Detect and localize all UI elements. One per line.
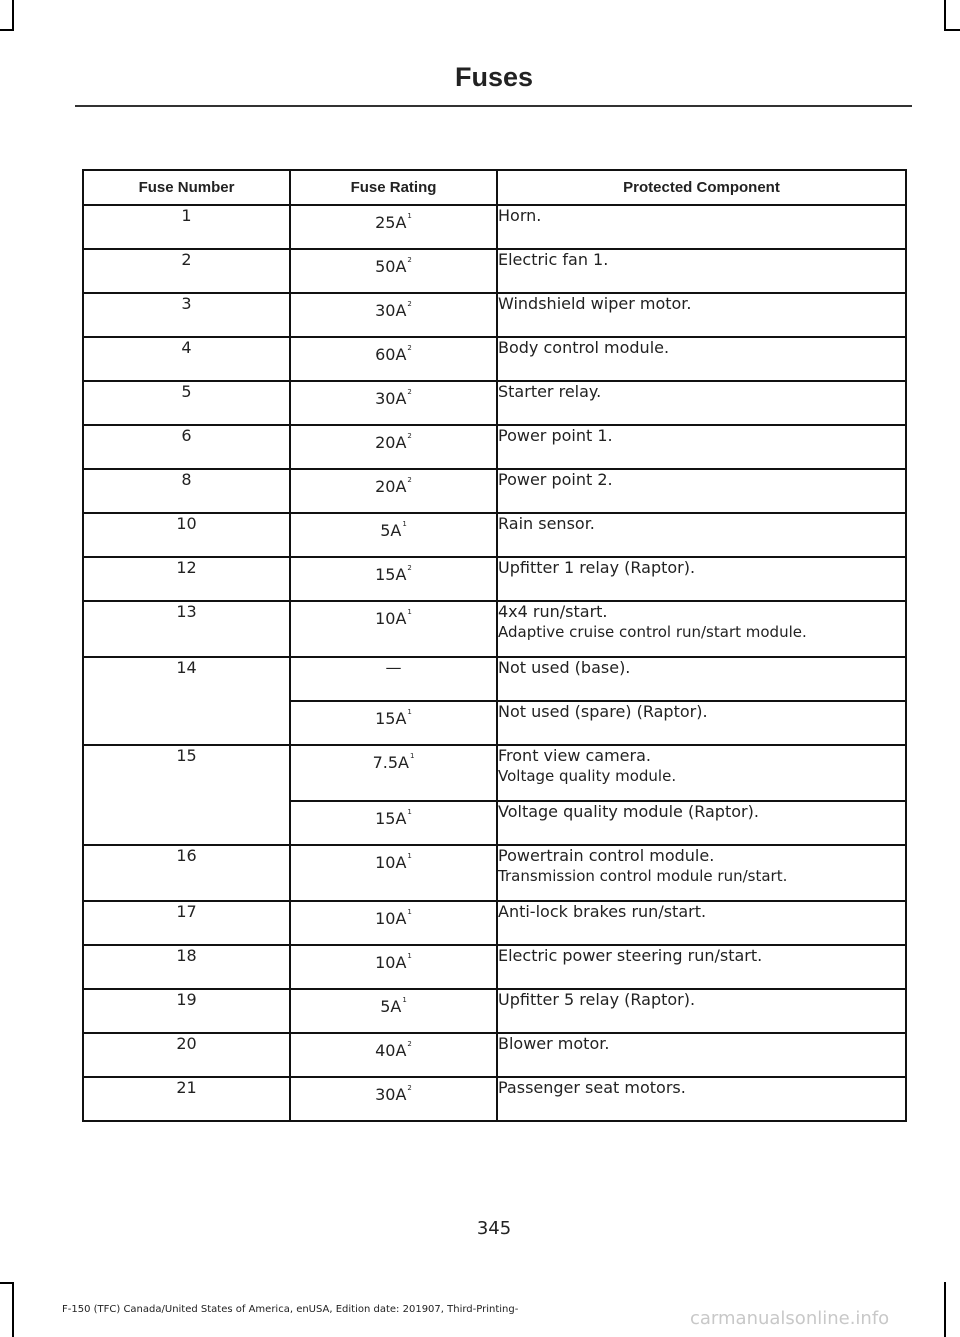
fuse-rating-value: 15A bbox=[375, 709, 407, 728]
fuse-rating-cell bbox=[290, 381, 497, 425]
fuse-rating-cell bbox=[290, 989, 497, 1033]
component-description: Body control module. bbox=[498, 338, 670, 357]
footnote-marker: 1 bbox=[407, 852, 412, 860]
fuse-number-cell: 1 bbox=[83, 205, 290, 249]
fuse-rating-value: 20A bbox=[375, 477, 407, 496]
footnote-marker: 2 bbox=[407, 300, 412, 308]
fuse-rating-cell bbox=[290, 657, 497, 701]
protected-component-cell bbox=[497, 337, 906, 381]
fuse-number-cell: 17 bbox=[83, 901, 290, 945]
footnote-marker: 1 bbox=[407, 212, 412, 220]
fuse-number-cell: 2 bbox=[83, 249, 290, 293]
protected-component-cell bbox=[497, 425, 906, 469]
fuse-number-cell: 21 bbox=[83, 1077, 290, 1121]
protected-component-cell bbox=[497, 989, 906, 1033]
table-row bbox=[83, 249, 906, 293]
fuse-rating-value: 5A bbox=[380, 521, 402, 540]
fuse-number-cell: 6 bbox=[83, 425, 290, 469]
fuse-number-cell: 4 bbox=[83, 337, 290, 381]
footnote-marker: 1 bbox=[407, 708, 412, 716]
page-title: Fuses bbox=[454, 62, 534, 92]
protected-component-cell bbox=[497, 601, 906, 657]
fuse-rating-value: 50A bbox=[375, 257, 407, 276]
column-header-fuse-rating: Fuse Rating bbox=[290, 170, 497, 205]
fuse-table-body bbox=[83, 205, 906, 1121]
fuse-rating-value: 25A bbox=[375, 213, 407, 232]
fuse-rating-cell bbox=[290, 425, 497, 469]
fuse-rating-value: 15A bbox=[375, 565, 407, 584]
component-description: Transmission control module run/start. bbox=[498, 867, 788, 885]
fuse-rating-value: 10A bbox=[375, 909, 407, 928]
fuse-number-cell: 19 bbox=[83, 989, 290, 1033]
component-description: Front view camera. bbox=[498, 746, 651, 765]
footnote-marker: 2 bbox=[407, 388, 412, 396]
table-row bbox=[83, 945, 906, 989]
component-description: 4x4 run/start. bbox=[498, 602, 608, 621]
fuse-rating-cell bbox=[290, 801, 497, 845]
protected-component-cell bbox=[497, 381, 906, 425]
fuse-rating-value: 30A bbox=[375, 389, 407, 408]
table-row bbox=[83, 293, 906, 337]
footnote-marker: 1 bbox=[407, 608, 412, 616]
table-row bbox=[83, 601, 906, 657]
protected-component-cell bbox=[497, 745, 906, 801]
component-description: Power point 1. bbox=[498, 426, 613, 445]
table-row bbox=[83, 557, 906, 601]
fuse-rating-value: 10A bbox=[375, 953, 407, 972]
fuse-rating-value: 60A bbox=[375, 345, 407, 364]
fuse-number-cell: 8 bbox=[83, 469, 290, 513]
component-description: Voltage quality module. bbox=[498, 767, 677, 785]
fuse-rating-cell bbox=[290, 845, 497, 901]
table-row bbox=[83, 337, 906, 381]
fuse-number-cell: 5 bbox=[83, 381, 290, 425]
component-description: Windshield wiper motor. bbox=[498, 294, 692, 313]
footnote-marker: 1 bbox=[402, 996, 407, 1004]
component-description: Adaptive cruise control run/start module. bbox=[498, 623, 807, 641]
table-row bbox=[83, 381, 906, 425]
footnote-marker: 2 bbox=[407, 1084, 412, 1092]
component-description: Rain sensor. bbox=[498, 514, 595, 533]
fuse-rating-cell bbox=[290, 557, 497, 601]
table-row bbox=[83, 425, 906, 469]
component-description: Not used (spare) (Raptor). bbox=[498, 702, 708, 721]
fuse-rating-cell bbox=[290, 469, 497, 513]
footnote-marker: 2 bbox=[407, 1040, 412, 1048]
page-number: 345 bbox=[476, 1218, 512, 1239]
protected-component-cell bbox=[497, 801, 906, 845]
fuse-rating-cell bbox=[290, 701, 497, 745]
fuse-rating-value: 30A bbox=[375, 1085, 407, 1104]
fuse-rating-cell bbox=[290, 901, 497, 945]
fuse-rating-value: 10A bbox=[375, 609, 407, 628]
fuse-rating-cell bbox=[290, 293, 497, 337]
component-description: Electric power steering run/start. bbox=[498, 946, 763, 965]
fuse-number-cell: 16 bbox=[83, 845, 290, 901]
fuse-table bbox=[82, 169, 907, 1122]
table-row bbox=[83, 513, 906, 557]
component-description: Blower motor. bbox=[498, 1034, 610, 1053]
crop-mark-bottom-right-vertical bbox=[944, 1282, 946, 1337]
protected-component-cell bbox=[497, 945, 906, 989]
fuse-rating-value: — bbox=[385, 658, 402, 677]
component-description: Voltage quality module (Raptor). bbox=[498, 802, 759, 821]
component-description: Powertrain control module. bbox=[498, 846, 715, 865]
crop-mark-top-left-horizontal bbox=[0, 29, 14, 31]
protected-component-cell bbox=[497, 469, 906, 513]
column-header-fuse-number: Fuse Number bbox=[83, 170, 290, 205]
footnote-marker: 2 bbox=[407, 432, 412, 440]
protected-component-cell bbox=[497, 249, 906, 293]
component-description: Anti-lock brakes run/start. bbox=[498, 902, 707, 921]
protected-component-cell bbox=[497, 1077, 906, 1121]
watermark: carmanualsonline.info bbox=[690, 1308, 890, 1329]
edition-footer: F-150 (TFC) Canada/United States of America, enUSA, Edition date: 201907, Third-Printing- bbox=[62, 1304, 519, 1315]
protected-component-cell bbox=[497, 657, 906, 701]
footnote-marker: 2 bbox=[407, 564, 412, 572]
protected-component-cell bbox=[497, 901, 906, 945]
protected-component-cell bbox=[497, 701, 906, 745]
component-description: Upfitter 5 relay (Raptor). bbox=[498, 990, 696, 1009]
fuse-number-cell: 10 bbox=[83, 513, 290, 557]
fuse-number-cell: 14 bbox=[83, 657, 290, 745]
title-divider bbox=[75, 105, 912, 107]
crop-mark-top-left-vertical bbox=[12, 0, 14, 30]
fuse-number-cell: 15 bbox=[83, 745, 290, 845]
fuse-rating-value: 20A bbox=[375, 433, 407, 452]
footnote-marker: 1 bbox=[407, 952, 412, 960]
crop-mark-bottom-left-horizontal bbox=[0, 1282, 14, 1284]
fuse-number-cell: 20 bbox=[83, 1033, 290, 1077]
component-description: Horn. bbox=[498, 206, 542, 225]
table-row bbox=[83, 1077, 906, 1121]
protected-component-cell bbox=[497, 845, 906, 901]
table-row bbox=[83, 1033, 906, 1077]
footnote-marker: 2 bbox=[407, 256, 412, 264]
fuse-rating-cell bbox=[290, 249, 497, 293]
fuse-number-cell: 3 bbox=[83, 293, 290, 337]
fuse-rating-value: 5A bbox=[380, 997, 402, 1016]
component-description: Power point 2. bbox=[498, 470, 613, 489]
footnote-marker: 1 bbox=[407, 908, 412, 916]
fuse-rating-value: 10A bbox=[375, 853, 407, 872]
table-row bbox=[83, 745, 906, 801]
table-row bbox=[83, 205, 906, 249]
table-row bbox=[83, 845, 906, 901]
component-description: Electric fan 1. bbox=[498, 250, 609, 269]
fuse-rating-cell bbox=[290, 1033, 497, 1077]
fuse-rating-value: 30A bbox=[375, 301, 407, 320]
footnote-marker: 1 bbox=[409, 752, 415, 760]
column-header-protected-component: Protected Component bbox=[497, 170, 906, 205]
component-description: Not used (base). bbox=[498, 658, 631, 677]
fuse-rating-cell bbox=[290, 337, 497, 381]
fuse-rating-cell bbox=[290, 601, 497, 657]
protected-component-cell bbox=[497, 205, 906, 249]
fuse-rating-value: 7.5A bbox=[372, 753, 409, 772]
component-description: Passenger seat motors. bbox=[498, 1078, 686, 1097]
footnote-marker: 1 bbox=[402, 520, 407, 528]
fuse-rating-cell bbox=[290, 1077, 497, 1121]
crop-mark-top-right-horizontal bbox=[944, 29, 960, 31]
crop-mark-top-right-vertical bbox=[944, 0, 946, 30]
protected-component-cell bbox=[497, 513, 906, 557]
footnote-marker: 2 bbox=[407, 476, 412, 484]
fuse-number-cell: 13 bbox=[83, 601, 290, 657]
table-row bbox=[83, 901, 906, 945]
table-row bbox=[83, 469, 906, 513]
footnote-marker: 2 bbox=[407, 344, 412, 352]
fuse-rating-cell bbox=[290, 745, 497, 801]
fuse-rating-cell bbox=[290, 945, 497, 989]
component-description: Upfitter 1 relay (Raptor). bbox=[498, 558, 696, 577]
fuse-rating-value: 40A bbox=[375, 1041, 407, 1060]
table-row bbox=[83, 657, 906, 701]
protected-component-cell bbox=[497, 557, 906, 601]
protected-component-cell bbox=[497, 1033, 906, 1077]
fuse-number-cell: 18 bbox=[83, 945, 290, 989]
protected-component-cell bbox=[497, 293, 906, 337]
fuse-number-cell: 12 bbox=[83, 557, 290, 601]
crop-mark-bottom-left-vertical bbox=[12, 1282, 14, 1337]
fuse-rating-cell bbox=[290, 205, 497, 249]
fuse-rating-value: 15A bbox=[375, 809, 407, 828]
component-description: Starter relay. bbox=[498, 382, 602, 401]
table-row bbox=[83, 989, 906, 1033]
footnote-marker: 1 bbox=[407, 808, 412, 816]
fuse-rating-cell bbox=[290, 513, 497, 557]
table-header-row bbox=[83, 170, 906, 205]
